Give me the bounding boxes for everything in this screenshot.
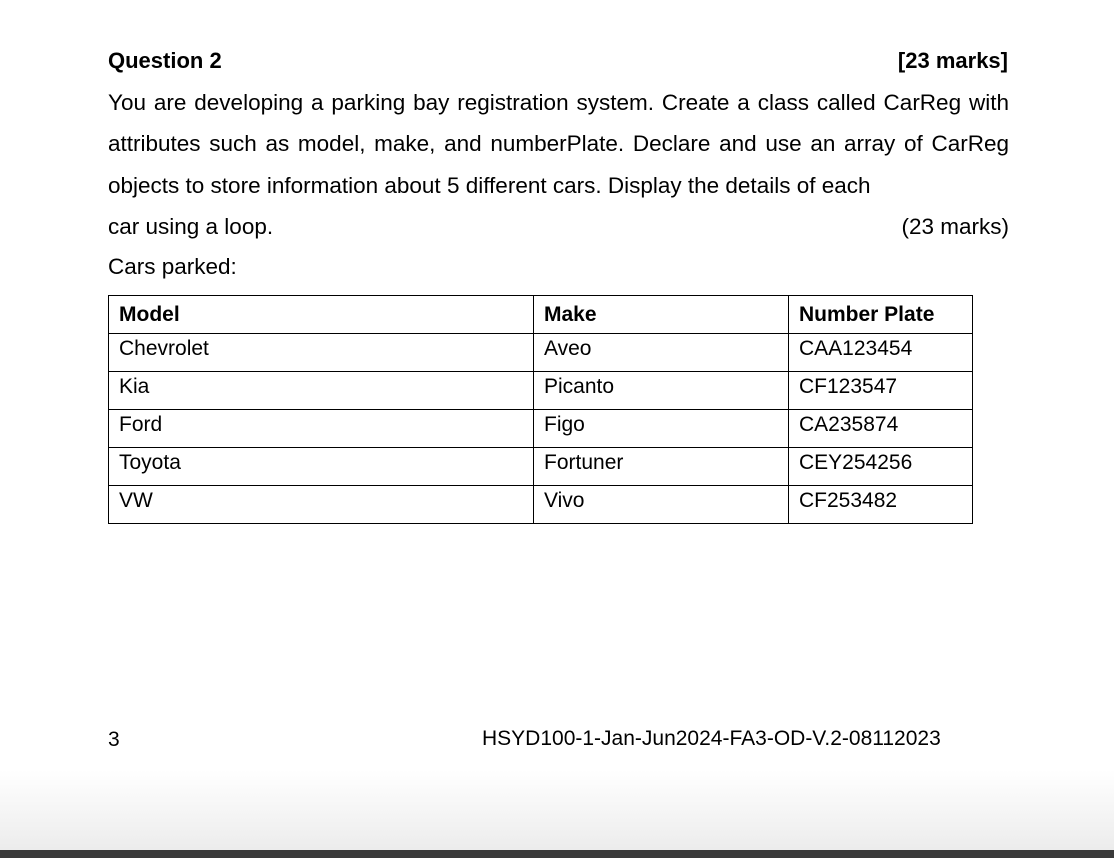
table-cell-number-plate: CF123547 bbox=[789, 372, 973, 410]
question-body-text: You are developing a parking bay registration system. Create a class called CarReg with attributes such as model, make, and numberPlate. Declare and use an array of CarReg objects to store information about 5 different cars. Display the details of each bbox=[108, 90, 1009, 198]
table-cell-model: Ford bbox=[109, 410, 534, 448]
cars-table bbox=[108, 295, 973, 524]
table-row bbox=[109, 372, 973, 410]
table-cell-model: VW bbox=[109, 486, 534, 524]
table-header-make: Make bbox=[534, 296, 789, 334]
table-cell-make: Fortuner bbox=[534, 448, 789, 486]
table-cell-make: Picanto bbox=[534, 372, 789, 410]
question-marks-header: [23 marks] bbox=[897, 48, 1008, 73]
table-cell-make: Aveo bbox=[534, 334, 789, 372]
footer-page-number: 3 bbox=[108, 728, 120, 751]
question-last-line-text: car using a loop. bbox=[108, 213, 274, 239]
table-cell-model: Kia bbox=[109, 372, 534, 410]
table-cell-model: Toyota bbox=[109, 448, 534, 486]
question-title: Question 2 bbox=[108, 48, 222, 73]
question-body bbox=[108, 82, 1009, 247]
page-bottom-shadow bbox=[0, 770, 1114, 850]
table-cell-number-plate: CF253482 bbox=[789, 486, 973, 524]
question-last-line bbox=[108, 206, 1009, 247]
footer-document-code: HSYD100-1-Jan-Jun2024-FA3-OD-V.2-08112023 bbox=[482, 727, 941, 750]
table-cell-number-plate: CA235874 bbox=[789, 410, 973, 448]
table-header-number-plate: Number Plate bbox=[789, 296, 973, 334]
table-row bbox=[109, 334, 973, 372]
table-cell-make: Vivo bbox=[534, 486, 789, 524]
table-row bbox=[109, 486, 973, 524]
question-heading bbox=[108, 46, 1008, 76]
table-cell-number-plate: CEY254256 bbox=[789, 448, 973, 486]
table-header-model: Model bbox=[109, 296, 534, 334]
cars-parked-label: Cars parked: bbox=[108, 254, 237, 279]
table-row bbox=[109, 448, 973, 486]
table-cell-number-plate: CAA123454 bbox=[789, 334, 973, 372]
table-row bbox=[109, 410, 973, 448]
table-cell-model: Chevrolet bbox=[109, 334, 534, 372]
question-marks-inline: (23 marks) bbox=[901, 213, 1009, 239]
table-cell-make: Figo bbox=[534, 410, 789, 448]
table-header-row bbox=[109, 296, 973, 334]
viewer-bottom-bar bbox=[0, 850, 1114, 858]
